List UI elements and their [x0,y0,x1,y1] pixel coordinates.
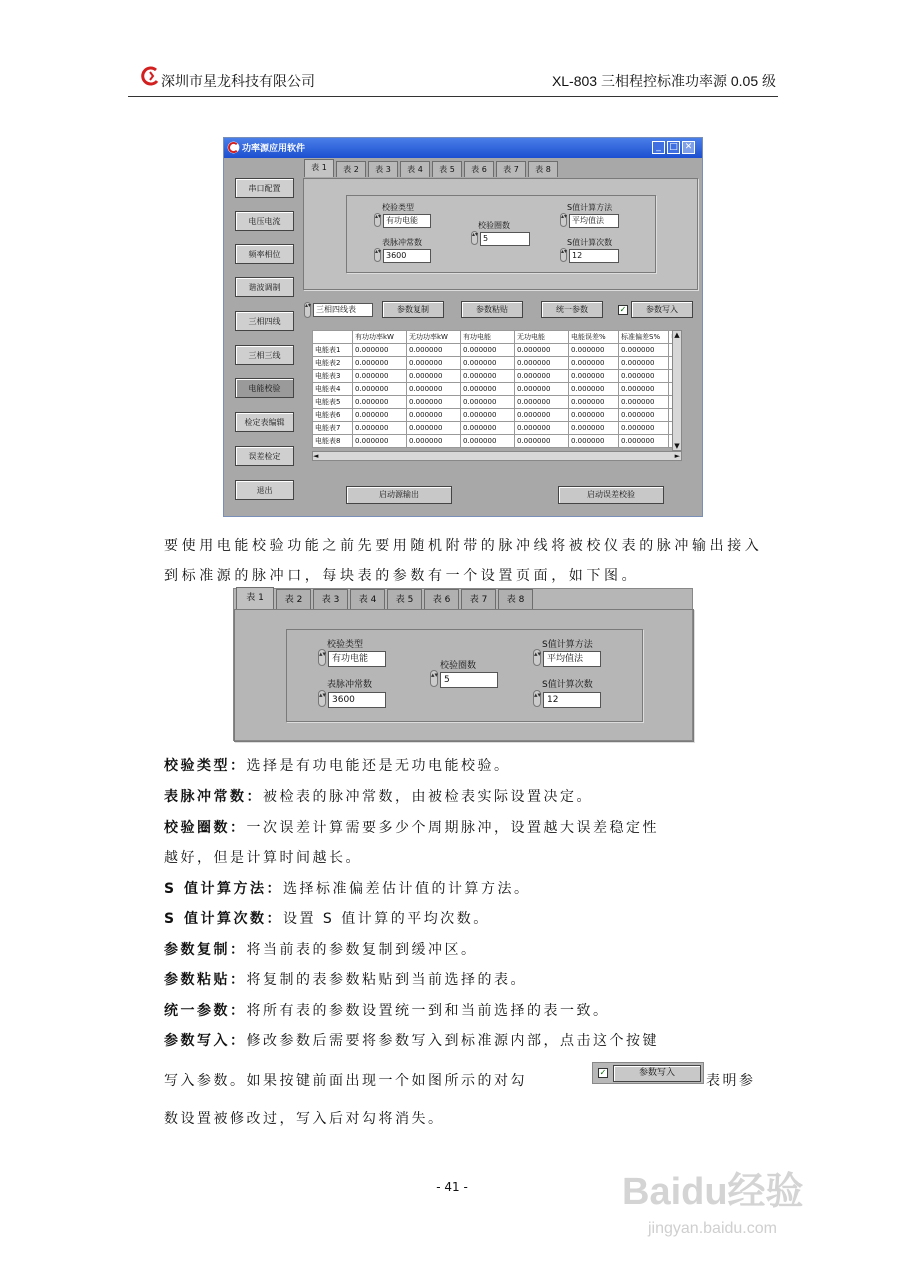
table-cell[interactable]: 0.000000 [461,357,515,370]
zoom-verify-type-field[interactable]: 有功电能 [328,651,386,667]
def-term: 表脉冲常数： [164,789,263,805]
inline-write-button: 参数写入 [613,1065,701,1082]
tab-meter-3[interactable]: 表 3 [368,161,398,177]
sidebar-exit[interactable]: 退出 [235,480,294,500]
write-note-after: 表明参 [706,1073,756,1089]
write-note-line3: 数设置被修改过，写入后对勾将消失。 [164,1111,445,1127]
tab-meter-6[interactable]: 表 6 [464,161,494,177]
header-cell: 有功功率kW [353,331,407,344]
table-cell[interactable]: 0.000000 [353,383,407,396]
zoom-tab-6[interactable]: 表 6 [424,589,459,609]
def-desc: 一次误差计算需要多少个周期脉冲，设置越大误差稳定性 [246,820,659,836]
zoom-pulse-const-field[interactable]: 3600 [328,692,386,708]
zoom-tab-8[interactable]: 表 8 [498,589,533,609]
def-s-method [164,878,530,898]
table-row [313,344,681,357]
def-verify-type [164,755,511,775]
tab-meter-8[interactable]: 表 8 [528,161,558,177]
table-cell[interactable]: 0.000000 [461,396,515,409]
table-cell[interactable]: 0.000000 [515,370,569,383]
def-desc: 设置 S 值计算的平均次数。 [282,911,490,927]
s-count-spinner[interactable]: ▴▾ [560,248,567,262]
table-cell[interactable]: 0.000000 [353,357,407,370]
table-cell[interactable]: 0.000000 [407,357,461,370]
table-cell[interactable]: 0.000000 [619,344,669,357]
window-title: 功率源应用软件 [242,144,306,154]
table-row [313,422,681,435]
table-cell[interactable]: 0.000000 [515,383,569,396]
sidebar-frequency-phase[interactable]: 频率相位 [235,244,294,264]
def-desc: 越好，但是计算时间越长。 [164,850,362,866]
sidebar-harmonic[interactable]: 谐波调制 [235,277,294,297]
table-cell[interactable]: 0.000000 [407,396,461,409]
def-term: 参数复制： [164,942,247,958]
table-cell[interactable]: 0.000000 [619,357,669,370]
window-titlebar [224,138,702,158]
table-cell[interactable]: 0.000000 [515,409,569,422]
zoom-s-method-label: S值计算方法 [542,640,593,650]
table-cell[interactable]: 0.000000 [407,370,461,383]
zoom-turns-spinner[interactable]: ▴▾ [430,670,438,687]
pulse-const-label: 表脉冲常数 [382,238,422,247]
row-label: 电能表7 [313,422,353,435]
s-count-label: S值计算次数 [567,238,613,247]
table-cell[interactable]: 0.000000 [407,383,461,396]
verify-type-spinner[interactable]: ▴▾ [374,213,381,227]
table-row [313,357,681,370]
table-cell[interactable]: 0.000000 [353,370,407,383]
zoom-tab-2[interactable]: 表 2 [276,589,311,609]
sidebar-voltage-current[interactable]: 电压电流 [235,211,294,231]
table-cell[interactable]: 0.000000 [569,370,619,383]
tab-meter-4[interactable]: 表 4 [400,161,430,177]
table-cell[interactable]: 0.000000 [461,383,515,396]
table-cell[interactable]: 0.000000 [353,422,407,435]
s-method-spinner[interactable]: ▴▾ [560,213,567,227]
table-cell[interactable]: 0.000000 [515,344,569,357]
modified-checkbox: ✓ [619,305,627,314]
table-cell[interactable]: 0.000000 [569,422,619,435]
table-cell[interactable]: 0.000000 [461,344,515,357]
write-params-button[interactable]: 参数写入 [631,301,693,318]
maximize-icon[interactable]: □ [667,141,680,154]
def-write [164,1030,659,1050]
turns-label: 校验圈数 [478,221,510,230]
table-row [313,383,681,396]
table-cell[interactable]: 0.000000 [515,357,569,370]
s-method-field[interactable]: 平均值法 [569,214,619,228]
table-row [313,370,681,383]
table-cell[interactable]: 0.000000 [353,344,407,357]
table-cell[interactable]: 0.000000 [353,396,407,409]
def-pulse-const [164,786,593,806]
def-desc: 将复制的表参数粘贴到当前选择的表。 [246,972,527,988]
zoom-s-count-label: S值计算次数 [542,680,593,690]
def-desc: 选择是有功电能还是无功电能校验。 [246,758,511,774]
sidebar-energy-verify[interactable]: 电能校验 [235,378,294,398]
turns-spinner[interactable]: ▴▾ [471,231,478,245]
row-label: 电能表3 [313,370,353,383]
table-cell[interactable]: 0.000000 [515,422,569,435]
start-verify-button[interactable]: 启动误差校验 [558,486,664,504]
inline-check-icon: ✓ [599,1068,607,1077]
def-unify [164,1000,610,1020]
header-product: XL-803 三相程控标准功率源 0.05 级 [551,73,776,89]
unify-params-button[interactable]: 统一参数 [541,301,603,318]
s-count-field[interactable]: 12 [569,249,619,263]
table-row [313,396,681,409]
header-company: 深圳市星龙科技有限公司 [161,74,315,90]
table-cell[interactable]: 0.000000 [569,435,619,448]
zoom-s-method-field[interactable]: 平均值法 [543,651,601,667]
app-window [223,137,703,517]
zoom-s-count-spinner[interactable]: ▴▾ [533,690,541,707]
zoom-turns-label: 校验圈数 [440,661,477,671]
watermark-main: Baidu经验 [622,1171,804,1213]
def-paste [164,969,527,989]
table-cell[interactable]: 0.000000 [461,422,515,435]
sidebar-three-phase-three-wire[interactable]: 三相三线 [235,345,294,365]
row-label: 电能表1 [313,344,353,357]
table-row [313,435,681,448]
def-term: 校验圈数： [164,820,247,836]
table-cell[interactable]: 0.000000 [569,396,619,409]
table-cell[interactable]: 0.000000 [619,435,669,448]
table-cell[interactable]: 0.000000 [569,357,619,370]
table-cell[interactable]: 0.000000 [569,409,619,422]
table-cell[interactable]: 0.000000 [407,344,461,357]
turns-field[interactable]: 5 [480,232,530,246]
zoom-verify-type-label: 校验类型 [327,640,364,650]
mode-spinner[interactable]: ▴▾ [304,302,311,318]
zoom-turns-field[interactable]: 5 [440,672,498,688]
def-desc: 修改参数后需要将参数写入到标准源内部，点击这个按键 [246,1033,659,1049]
row-label: 电能表8 [313,435,353,448]
row-label: 电能表2 [313,357,353,370]
watermark-url: jingyan.baidu.com [648,1220,777,1237]
table-cell[interactable]: 0.000000 [461,435,515,448]
company-logo-icon [141,66,161,86]
table-cell[interactable]: 0.000000 [461,370,515,383]
def-term: 参数写入： [164,1033,247,1049]
def-desc: 将当前表的参数复制到缓冲区。 [246,942,478,958]
minimize-icon[interactable]: _ [652,141,665,154]
table-cell[interactable]: 0.000000 [353,435,407,448]
header-cell: 电能误差% [569,331,619,344]
table-vertical-scrollbar[interactable]: ▲ ▼ [672,330,682,451]
table-cell[interactable]: 0.000000 [407,409,461,422]
sidebar-table-edit[interactable]: 检定表编辑 [235,412,294,432]
tab-meter-7[interactable]: 表 7 [496,161,526,177]
row-label: 电能表5 [313,396,353,409]
zoom-pulse-const-label: 表脉冲常数 [327,680,373,690]
zoom-tab-7[interactable]: 表 7 [461,589,496,609]
def-desc: 选择标准偏差估计值的计算方法。 [282,881,531,897]
verify-type-label: 校验类型 [382,203,414,212]
verify-type-field[interactable]: 有功电能 [383,214,431,228]
def-term: 校验类型： [164,758,247,774]
row-label: 电能表6 [313,409,353,422]
inline-write-button-image [592,1062,704,1084]
copy-params-button[interactable]: 参数复制 [382,301,444,318]
def-desc: 被检表的脉冲常数，由被检表实际设置决定。 [263,789,593,805]
def-copy [164,939,478,959]
app-logo-icon [227,141,240,154]
header-divider [128,96,778,97]
close-icon[interactable]: ✕ [682,141,695,154]
sidebar-serial-config[interactable]: 串口配置 [235,178,294,198]
zoom-tab-1[interactable]: 表 1 [236,587,274,610]
def-s-count [164,908,490,928]
zoomed-param-panel [233,588,693,741]
header-cell: 有功电能 [461,331,515,344]
header-cell: 无功电能 [515,331,569,344]
table-horizontal-scrollbar[interactable]: ◄ ► [313,452,680,460]
def-term: 统一参数： [164,1003,247,1019]
zoom-pulse-const-spinner[interactable]: ▴▾ [318,690,326,707]
meter-data-table [312,330,681,448]
row-label: 电能表4 [313,383,353,396]
pulse-const-spinner[interactable]: ▴▾ [374,248,381,262]
zoom-tab-3[interactable]: 表 3 [313,589,348,609]
def-term: S 值计算方法： [164,881,283,897]
table-cell[interactable]: 0.000000 [619,396,669,409]
table-cell[interactable]: 0.000000 [515,396,569,409]
table-cell[interactable]: 0.000000 [619,409,669,422]
write-note-before: 写入参数。如果按键前面出现一个如图所示的对勾 [164,1073,527,1089]
tab-meter-1[interactable]: 表 1 [304,159,334,177]
def-term: 参数粘贴： [164,972,247,988]
zoom-s-method-spinner[interactable]: ▴▾ [533,649,541,666]
tab-meter-2[interactable]: 表 2 [336,161,366,177]
table-cell[interactable]: 0.000000 [407,435,461,448]
def-desc: 将所有表的参数设置统一到和当前选择的表一致。 [246,1003,610,1019]
table-cell[interactable]: 0.000000 [569,344,619,357]
sidebar-error-check[interactable]: 误差检定 [235,446,294,466]
table-header-row [313,331,681,344]
table-cell[interactable]: 0.000000 [619,370,669,383]
sidebar-three-phase-four-wire[interactable]: 三相四线 [235,311,294,331]
table-cell[interactable]: 0.000000 [619,383,669,396]
header-cell: 标准偏差S% [619,331,669,344]
def-turns-cont [164,847,362,867]
header-cell [313,331,353,344]
zoom-verify-type-spinner[interactable]: ▴▾ [318,649,326,666]
s-method-label: S值计算方法 [567,203,613,212]
zoom-tab-4[interactable]: 表 4 [350,589,385,609]
zoom-tab-5[interactable]: 表 5 [387,589,422,609]
header-cell: 无功功率kW [407,331,461,344]
table-cell[interactable]: 0.000000 [407,422,461,435]
def-turns [164,817,659,837]
table-cell[interactable]: 0.000000 [515,435,569,448]
table-cell[interactable]: 0.000000 [569,383,619,396]
mode-select[interactable]: 三相四线表 [313,303,373,317]
intro-paragraph: 要使用电能校验功能之前先要用随机附带的脉冲线将被校仪表的脉冲输出接入到标准源的脉冲口，每块表的参数有一个设置页面，如下图。 [164,538,763,584]
table-cell[interactable]: 0.000000 [353,409,407,422]
zoom-s-count-field[interactable]: 12 [543,692,601,708]
write-note-line [164,1070,527,1090]
tab-strip [304,161,699,179]
pulse-const-field[interactable]: 3600 [383,249,431,263]
def-term: S 值计算次数： [164,911,283,927]
table-row [313,409,681,422]
page-number: - 41 - [436,1180,468,1194]
table-cell[interactable]: 0.000000 [619,422,669,435]
paste-params-button[interactable]: 参数粘贴 [461,301,523,318]
table-cell[interactable]: 0.000000 [461,409,515,422]
start-output-button[interactable]: 启动源输出 [346,486,452,504]
tab-meter-5[interactable]: 表 5 [432,161,462,177]
